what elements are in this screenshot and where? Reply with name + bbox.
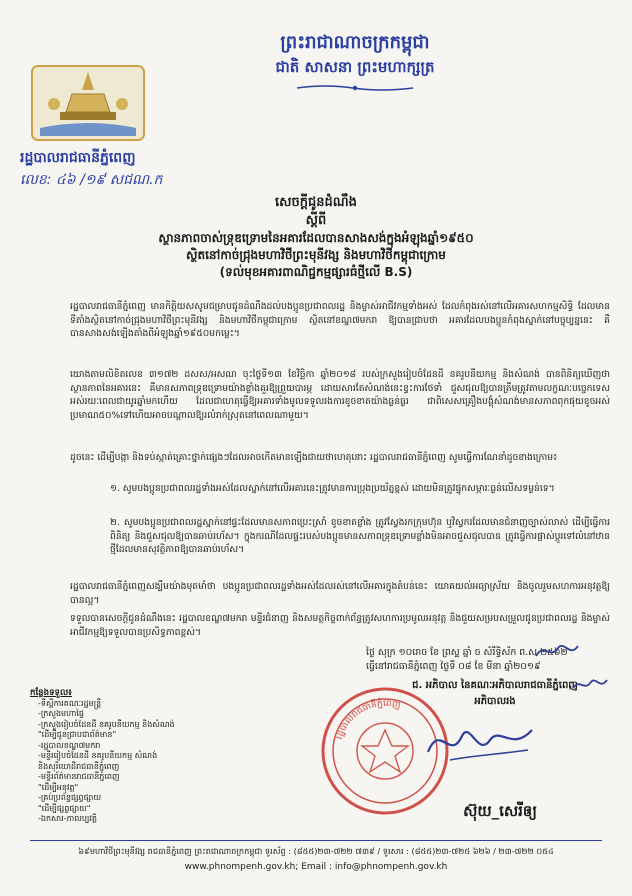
footer-contact: www.phnompenh.gov.kh; Email : info@phnompenh.gov.kh bbox=[184, 862, 448, 872]
footer-address: ៦៩មហាវិថីព្រះមុនីវង្ស រាជធានីភ្នំពេញ ព្រះរាជាណាចក្រកម្ពុជា ទូរស័ព្ទ : (៨៥៥)២៣-៧២២ ៧៣៩ / ទូរសារ : (៨៥៥)២៣-៧២៥ ៦២៦ / ២៣-៧២២ ០៥៤ bbox=[78, 846, 554, 856]
issuing-authority: រដ្ឋបាលរាជធានីភ្នំពេញ bbox=[20, 150, 136, 166]
ornament-divider bbox=[295, 84, 415, 92]
lunar-date: ថ្ងៃ សុក្រ ១០រោច ខែ ព្រស្ឋ ឆ្នាំ ច សំរឹទ្ធិស័ក ព.ស ២៥៦២ bbox=[366, 647, 568, 658]
subject-line: ស្ថានភាពចាស់ទ្រុឌទ្រោមនៃអគារដែលបានសាងសង់ក្នុងអំឡុងឆ្នាំ១៩៥០ bbox=[158, 231, 474, 245]
recipients-heading: កន្លែងទទួល៖ bbox=[30, 688, 72, 698]
initials-mark bbox=[532, 640, 582, 662]
phnom-penh-emblem-logo bbox=[30, 64, 146, 142]
recipient-item: -ក្រសួងរៀបចំដែនដី នគរូបនីយកម្ម និងសំណង់ bbox=[38, 719, 175, 729]
national-motto: ជាតិ សាសនា ព្រះមហាក្សត្រ bbox=[275, 58, 435, 76]
recipient-item: "ដើម្បីជូនជ្រាបជាព័ត៌មាន" bbox=[38, 730, 117, 739]
handwritten-signature bbox=[420, 712, 540, 772]
recipient-item: -គ្រប់ប្រព័ន្ធផ្សព្វផ្សាយ bbox=[38, 793, 102, 802]
recipient-item: -ក្រសួងមហាផ្ទៃ bbox=[38, 709, 84, 718]
subject-line: ស្ថិតនៅកាច់ជ្រុងមហាវិថីព្រះមុនីវង្ស និងមហាវិថីកម្ពុជាក្រោម bbox=[186, 248, 446, 262]
signatory-name: ស៊ុយ_សេរីឲ្យ bbox=[463, 802, 537, 820]
recipient-item: -រដ្ឋបាលខណ្ឌ៧មករា bbox=[38, 740, 101, 750]
svg-text:រដ្ឋបាលរាជធានីភ្នំពេញ: រដ្ឋបាលរាជធានីភ្នំពេញ bbox=[334, 698, 402, 741]
reference-number: លេខ: ៤៦ /១៩ សជណ.ក bbox=[20, 172, 163, 188]
body-paragraph: រដ្ឋបាលរាជធានីភ្នំពេញសង្ឃឹមយ៉ាងមុតមាំថា បងប្អូនប្រជាពលរដ្ឋទាំងអស់ដែលរស់នៅលើអគារក្នុងតំបន់នេះ យោគយល់អធ្យាស្រ័យ និងចូលរួមសហការអនុវត្តឱ្យបានល្អ។ bbox=[70, 581, 610, 606]
recipient-item: -មន្ទីរព័ត៌មានរាជធានីភ្នំពេញ bbox=[38, 772, 120, 781]
signatory-title: ជ. អភិបាល នៃគណៈអភិបាលរាជធានីភ្នំពេញ bbox=[412, 680, 578, 691]
recipient-item: -ទីស្តីការគណៈរដ្ឋមន្ត្រី bbox=[38, 698, 102, 708]
notice-about: ស្តីពី bbox=[305, 213, 327, 228]
signatory-role: អភិបាលរង bbox=[474, 696, 516, 707]
kingdom-heading: ព្រះរាជាណាចក្រកម្ពុជា bbox=[280, 32, 430, 53]
subject-line: (ទល់មុខអគារពាណិជ្ជកម្មផ្សារធំថ្មីលើ B.S) bbox=[219, 265, 413, 279]
footer-divider bbox=[30, 840, 602, 841]
notice-subject bbox=[30, 230, 602, 281]
recipient-item: -មន្ទីររៀបចំដែនដី នគរូបនីយកម្ម សំណង់ bbox=[38, 751, 158, 760]
instruction-item: ២. សូមបងប្អូនប្រជាពលរដ្ឋស្នាក់នៅផ្ទះដែលមានសភាពប្រេះស្រាំ ខូចខាតខ្លាំង ត្រូវស្វែងរកក្រុមហ៊ុន ឬវិស្វករដែលមានជំនាញច្បាស់លាស់ ដើម្បីធ្វើការពិនិត្យ និងជួសជុលឱ្យបានឆាប់រហ័ស។ ក្នុងករណីដែលផ្ទះរបស់បងប្អូនមានសភាពទ្រុឌទ្រោមខ្លាំងមិនអាចជួសជុលបាន ត្រូវធ្វើការផ្លាស់ប្ដូរទៅលំនៅឋានថ្មីដែលមានសុវត្ថិភាពឱ្យបានឆាប់រហ័ស។ bbox=[110, 517, 610, 556]
body-paragraph: ដូចនេះ ដើម្បីបង្កា និងទប់ស្កាត់គ្រោះថ្នាក់ផ្សេងៗដែលអាចកើតមានឡើងជាយថាហេតុនោះ រដ្ឋបាលរាជធានីភ្នំពេញ សូមធ្វើការណែនាំដូចខាងក្រោម៖ bbox=[70, 452, 558, 463]
recipient-item: "ដើម្បីផ្សព្វផ្សាយ" bbox=[38, 803, 91, 813]
notice-title: សេចក្ដីជូនដំណឹង bbox=[275, 195, 357, 210]
recipient-item: "ដើម្បីអនុវត្ត" bbox=[38, 782, 79, 792]
solar-date: ធ្វើនៅរាជធានីភ្នំពេញ ថ្ងៃទី ០៨ ខែ មីនា ឆ្នាំ២០១៩ bbox=[366, 661, 541, 672]
recipient-item: -ឯកសារ-កាលប្បវត្តិ bbox=[38, 814, 97, 823]
initials-mark bbox=[570, 676, 610, 694]
body-paragraph: យោងតាមលិខិតលេខ ៣១៧២ ដសស/អសណ ចុះថ្ងៃទី១៣ ខែវិច្ឆិកា ឆ្នាំ២០១៨ របស់ក្រសួងរៀបចំដែនដី នគរូបនីយកម្ម និងសំណង់ បានពិនិត្យឃើញថា ស្ថានភាពនៃអគារនេះ គឺមានសភាពទ្រុឌទ្រោមយ៉ាងខ្លាំងគួរឱ្យព្រួយបារម្ភ ដោយសារតែសំណង់នេះខ្វះការថែទាំ ជួសជុលឱ្យបានត្រឹមត្រូវតាមលក្ខណៈបច្ចេកទេសអស់រយៈពេលជាយូរឆ្នាំមកហើយ ដែលជាហេតុធ្វើឱ្យអគារទាំងមូលទទួលរងការខូចខាតយ៉ាងធ្ងន់ធ្ងរ ជាពិសេសគ្រឿងបង្គុំសំណង់មានសភាពពុកផុយខូចអស់ប្រមាណ៥០%ទៅហើយអាចបណ្ដាលឱ្យរលំរាក់ស្រុតនៅពេលណាមួយ។ bbox=[70, 369, 610, 421]
body-paragraph: ទទួលបានសេចក្តីជូនដំណឹងនេះ រដ្ឋបាលខណ្ឌ៧មករា មន្ទីរជំនាញ និងសមត្ថកិច្ចពាក់ព័ន្ធត្រូវសហការប្រមូលអនុវត្ត និងជួយសម្របសម្រួលជូនប្រជាពលរដ្ឋ និងម្ចាស់អាជីវកម្មឱ្យទទួលបានប្រសិទ្ធភាពខ្ពស់។ bbox=[70, 613, 610, 638]
recipients-list bbox=[30, 688, 230, 825]
body-paragraph: រដ្ឋបាលរាជធានីភ្នំពេញ មានកិត្តិយសសូមជម្រាបជូនដំណឹងដល់បងប្អូនប្រជាពលរដ្ឋ និងម្ចាស់អាជីវកម្មទាំងអស់ ដែលកំពុងរស់នៅលើអគារសហកម្មសិទ្ធិ ដែលមានទីតាំងស្ថិតនៅកាច់ជ្រុងមហាវិថីព្រះមុនីវង្ស និងមហាវិថីកម្ពុជាក្រោម ស្ថិតនៅខណ្ឌ៧មករា ឱ្យបានជ្រាបថា អគារដែលបងប្អូនកំពុងស្នាក់នៅបច្ចុប្បន្ននេះ គឺបានសាងសង់ឡើងតាំងពីអំឡុងឆ្នាំ១៩៥០មកម្លេះ។ bbox=[70, 301, 610, 340]
recipient-item: និងសុរិយោដីរាជធានីភ្នំពេញ bbox=[38, 761, 120, 771]
instruction-item: ១. សូមបងប្អូនប្រជាពលរដ្ឋទាំងអស់ដែលស្នាក់នៅលើអគារនេះត្រូវមានការប្រុងប្រយ័ត្នខ្ពស់ ដោយមិនត្រូវផ្ទុកសម្ភារៈធ្ងន់លើសទម្ងន់ទេ។ bbox=[110, 483, 555, 494]
